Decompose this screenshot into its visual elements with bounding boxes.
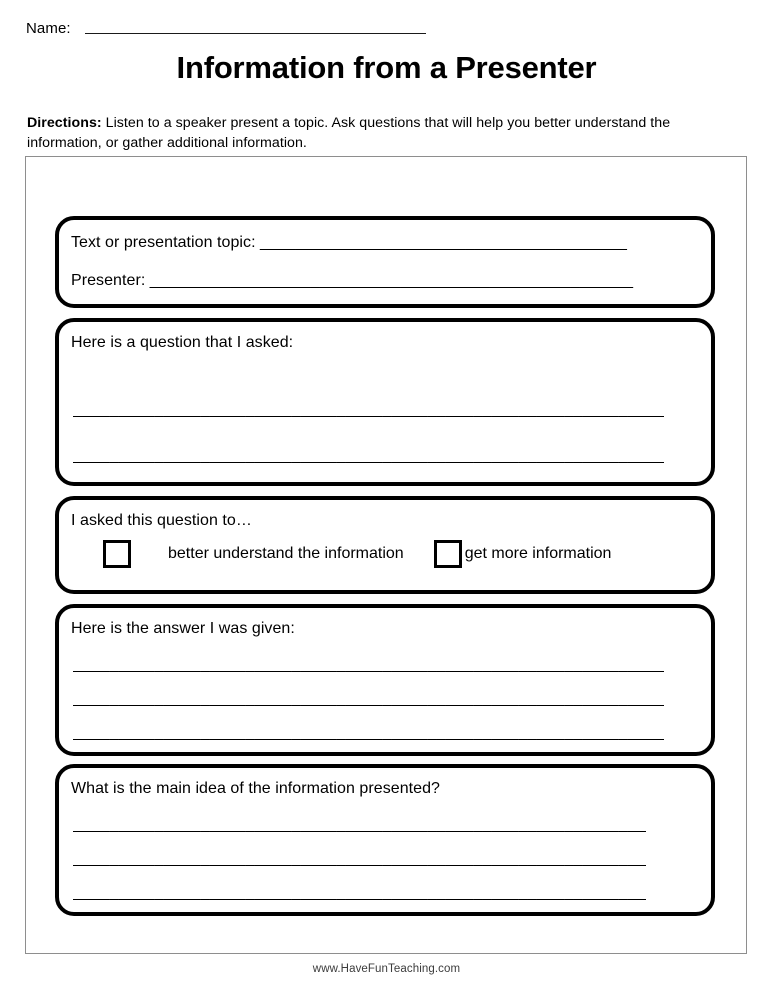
topic-label: Text or presentation topic: — [71, 234, 256, 251]
topic-field-row[interactable] — [71, 233, 701, 253]
presenter-label: Presenter: — [71, 272, 146, 289]
question-box-inner — [59, 322, 711, 482]
topic-box — [55, 216, 715, 308]
question-box-heading: Here is a question that I asked: — [71, 334, 294, 351]
main-idea-box — [55, 764, 715, 916]
answer-write-line-2[interactable]: _________________________________________________________________ — [73, 692, 665, 706]
topic-write-line[interactable]: _________________________________________ — [255, 234, 627, 251]
main-idea-box-heading: What is the main idea of the information presented? — [71, 780, 440, 797]
directions-text: Listen to a speaker present a topic. Ask questions that will help you better understand the information, or gather additional information. — [27, 115, 671, 151]
page-title: Information from a Presenter — [176, 50, 597, 85]
question-write-line-1[interactable]: _________________________________________________________________ — [73, 403, 665, 417]
checkbox-more-information[interactable] — [434, 540, 462, 568]
checkbox-better-understand[interactable] — [103, 540, 131, 568]
purpose-option-better-understand[interactable] — [103, 540, 404, 568]
footer-website: www.HaveFunTeaching.com — [312, 963, 461, 975]
purpose-option-label-1: better understand the information — [168, 545, 404, 562]
topic-box-inner — [59, 220, 711, 304]
question-box — [55, 318, 715, 486]
main-idea-write-line-1[interactable]: _______________________________________________________________ — [73, 818, 647, 832]
answer-box-heading: Here is the answer I was given: — [71, 620, 295, 637]
name-write-line[interactable] — [85, 33, 426, 34]
answer-write-line-3[interactable]: _________________________________________________________________ — [73, 726, 665, 740]
presenter-field-row[interactable] — [71, 271, 701, 291]
main-idea-write-line-2[interactable]: _______________________________________________________________ — [73, 852, 647, 866]
purpose-box-heading: I asked this question to… — [71, 512, 252, 529]
purpose-box-inner — [59, 500, 711, 590]
purpose-option-label-2: get more information — [464, 545, 612, 562]
directions-paragraph — [27, 113, 733, 153]
answer-box — [55, 604, 715, 756]
purpose-options-row — [71, 540, 701, 568]
name-label: Name: — [26, 20, 71, 37]
main-idea-write-line-3[interactable]: _______________________________________________________________ — [73, 886, 647, 900]
purpose-option-more-information[interactable] — [434, 540, 612, 568]
answer-write-line-1[interactable]: _________________________________________________________________ — [73, 658, 665, 672]
purpose-box — [55, 496, 715, 594]
presenter-write-line[interactable]: ______________________________________________________ — [145, 272, 634, 289]
main-idea-box-inner — [59, 768, 711, 912]
answer-box-inner — [59, 608, 711, 752]
name-field-row — [26, 20, 426, 37]
question-write-line-2[interactable]: _________________________________________________________________ — [73, 449, 665, 463]
directions-label: Directions: — [27, 115, 102, 131]
